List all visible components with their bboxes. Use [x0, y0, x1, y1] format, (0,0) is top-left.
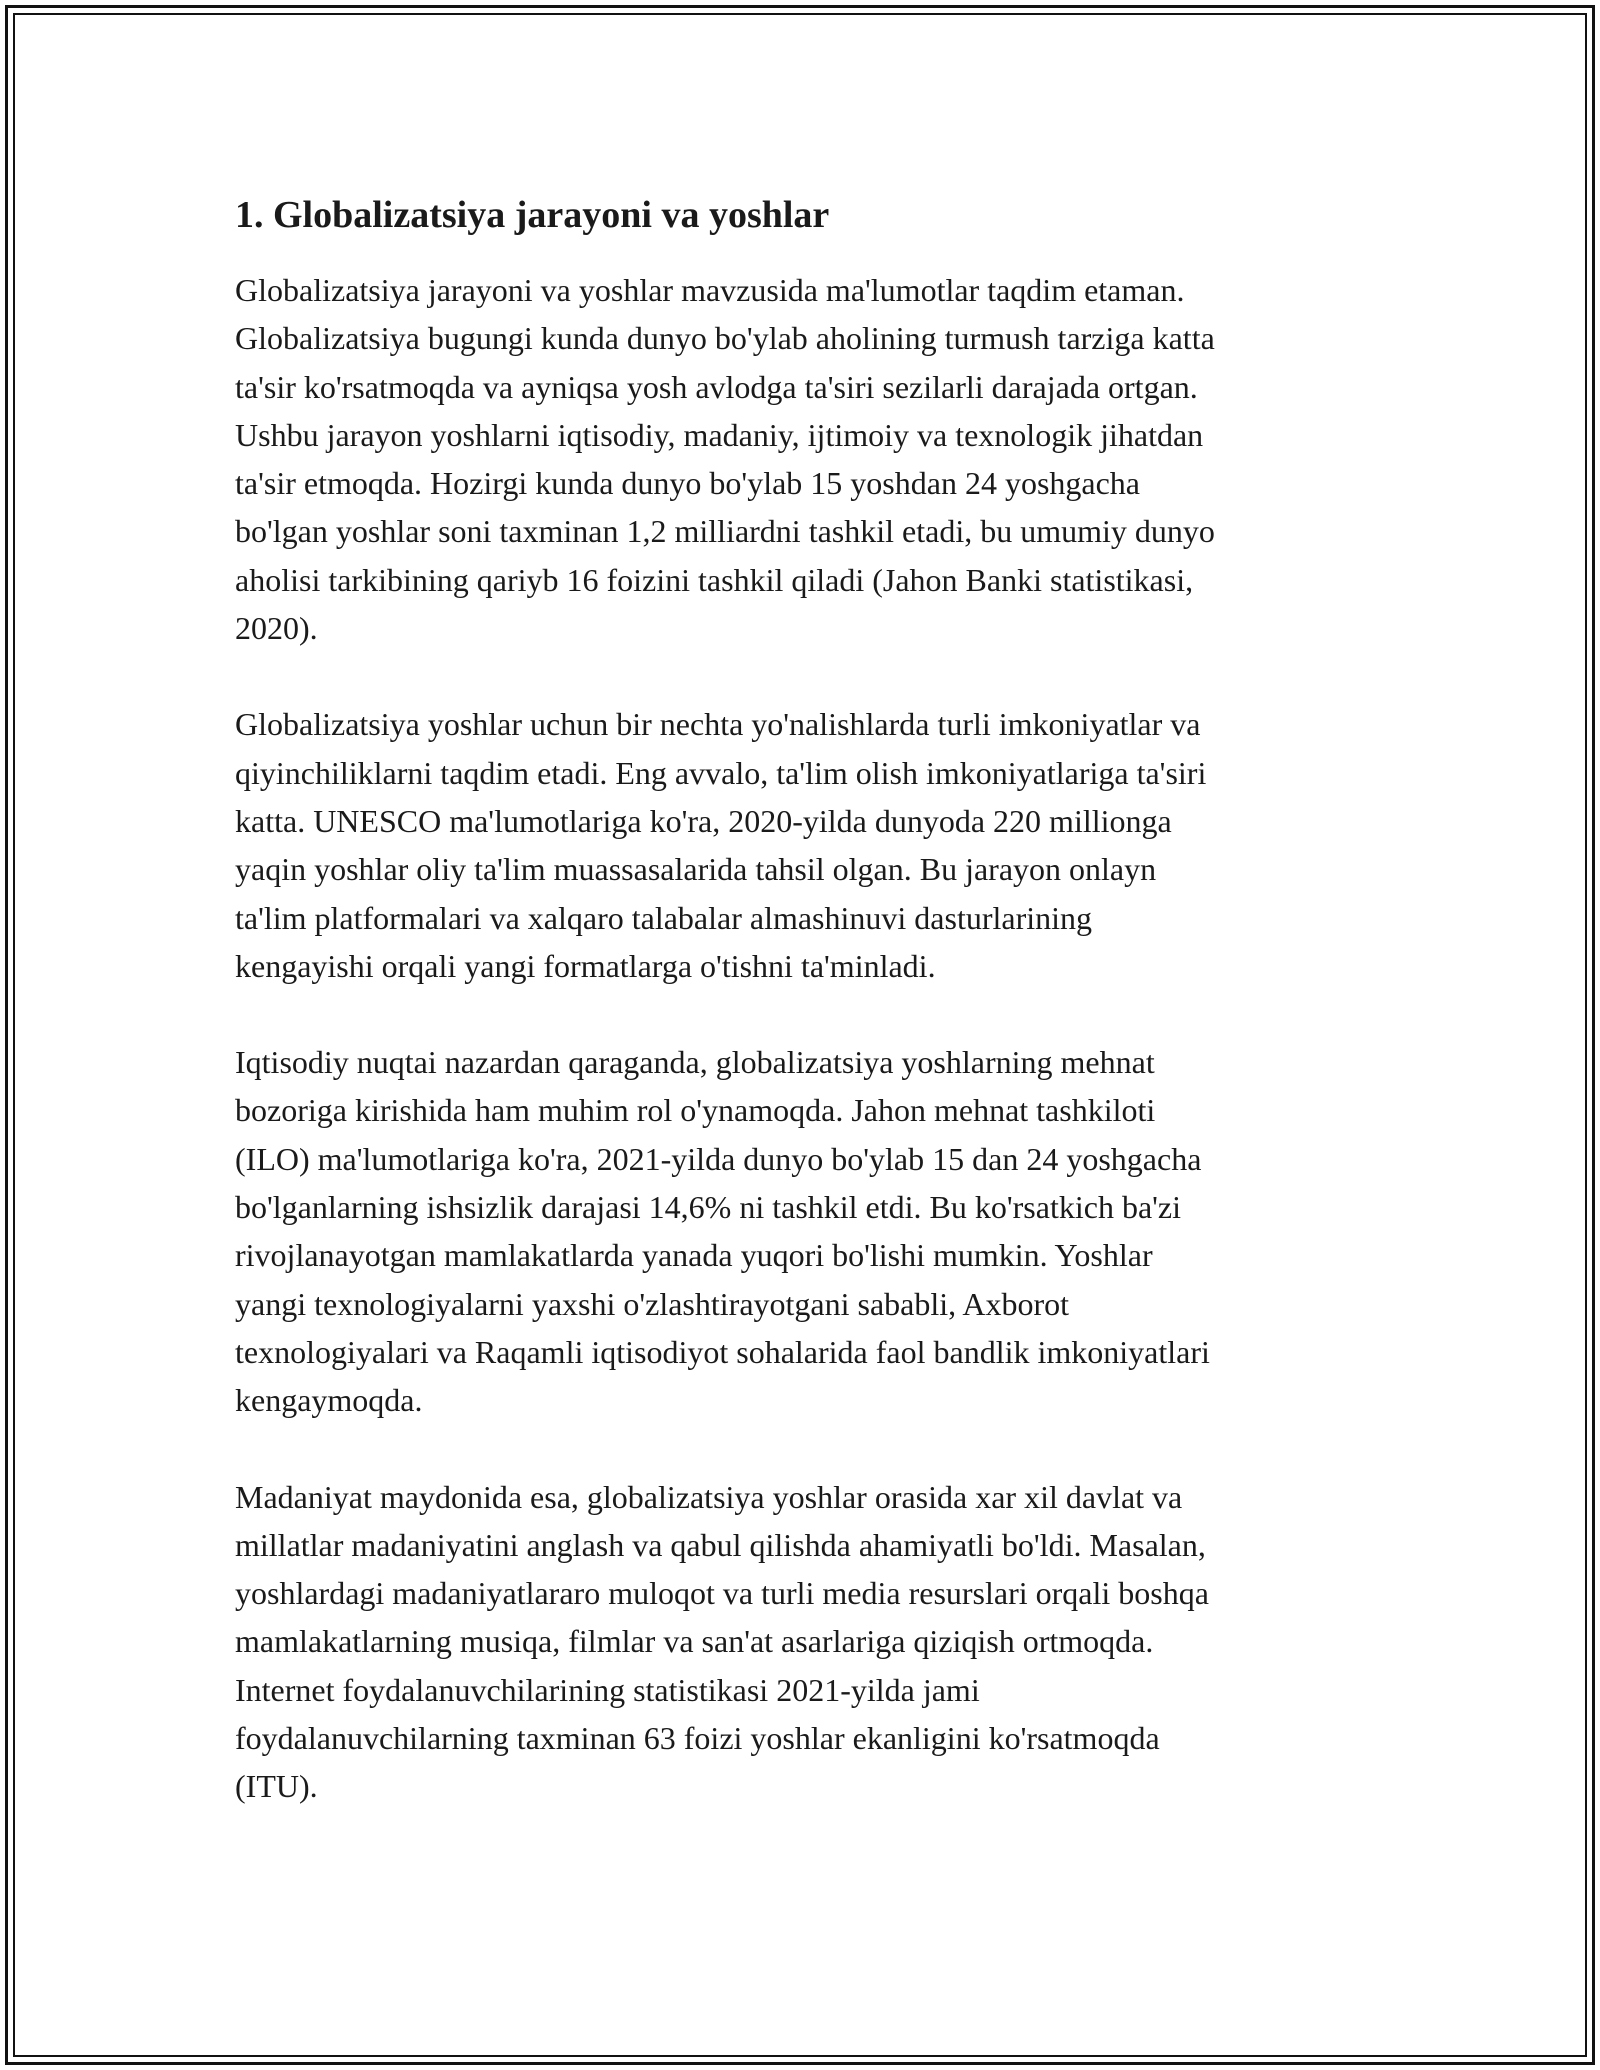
paragraph-education: Globalizatsiya yoshlar uchun bir nechta yo'nalishlarda turli imkoniyatlar va qiyinchiliklarni taqdim etadi. Eng avvalo, ta'lim olish imkoniyatlariga ta'siri katta. UNESCO ma'lumotlariga ko'ra, 2020-yilda dunyoda 220 millionga yaqin yoshlar oliy ta'lim muassasalarida tahsil olgan. Bu jarayon onlayn ta'lim platformalari va xalqaro talabalar almashinuvi dasturlarining kengayishi orqali yangi formatlarga o'tishni ta'minladi.: [235, 706, 1207, 984]
paragraph-economy: Iqtisodiy nuqtai nazardan qaraganda, globalizatsiya yoshlarning mehnat bozoriga kirishida ham muhim rol o'ynamoqda. Jahon mehnat tashkiloti (ILO) ma'lumotlariga ko'ra, 2021-yilda dunyo bo'ylab 15 dan 24 yoshgacha bo'lganlarning ishsizlik darajasi 14,6% ni tashkil etdi. Bu ko'rsatkich ba'zi rivojlanayotgan mamlakatlarda yanada yuqori bo'lishi mumkin. Yoshlar yangi texnologiyalarni yaxshi o'zlashtirayotgani sababli, Axborot texnologiyalari va Raqamli iqtisodiyot sohalarida faol bandlik imkoniyatlari kengaymoqda.: [235, 1044, 1210, 1419]
paragraph-culture: Madaniyat maydonida esa, globalizatsiya yoshlar orasida xar xil davlat va millatlar madaniyatini anglash va qabul qilishda ahamiyatli bo'ldi. Masalan, yoshlardagi madaniyatlararo muloqot va turli media resurslari orqali boshqa mamlakatlarning musiqa, filmlar va san'at asarlariga qiziqish ortmoqda. Internet foydalanuvchilarining statistikasi 2021-yilda jami foydalanuvchilarning taxminan 63 foizi yoshlar ekanligini ko'rsatmoqda (ITU).: [235, 1478, 1209, 1805]
section-heading: 1. Globalizatsiya jarayoni va yoshlar: [235, 194, 830, 236]
document-body: [235, 190, 1365, 1859]
paragraph-intro: Globalizatsiya jarayoni va yoshlar mavzusida ma'lumotlar taqdim etaman. Globalizatsiya bugungi kunda dunyo bo'ylab aholining turmush tarziga katta ta'sir ko'rsatmoqda va ayniqsa yosh avlodga ta'siri sezilarli darajada ortgan. Ushbu jarayon yoshlarni iqtisodiy, madaniy, ijtimoiy va texnologik jihatdan ta'sir etmoqda. Hozirgi kunda dunyo bo'ylab 15 yoshdan 24 yoshgacha bo'lgan yoshlar soni taxminan 1,2 milliardni tashkil etadi, bu umumiy dunyo aholisi tarkibining qariyb 16 foizini tashkil qiladi (Jahon Banki statistikasi, 2020).: [235, 272, 1215, 647]
